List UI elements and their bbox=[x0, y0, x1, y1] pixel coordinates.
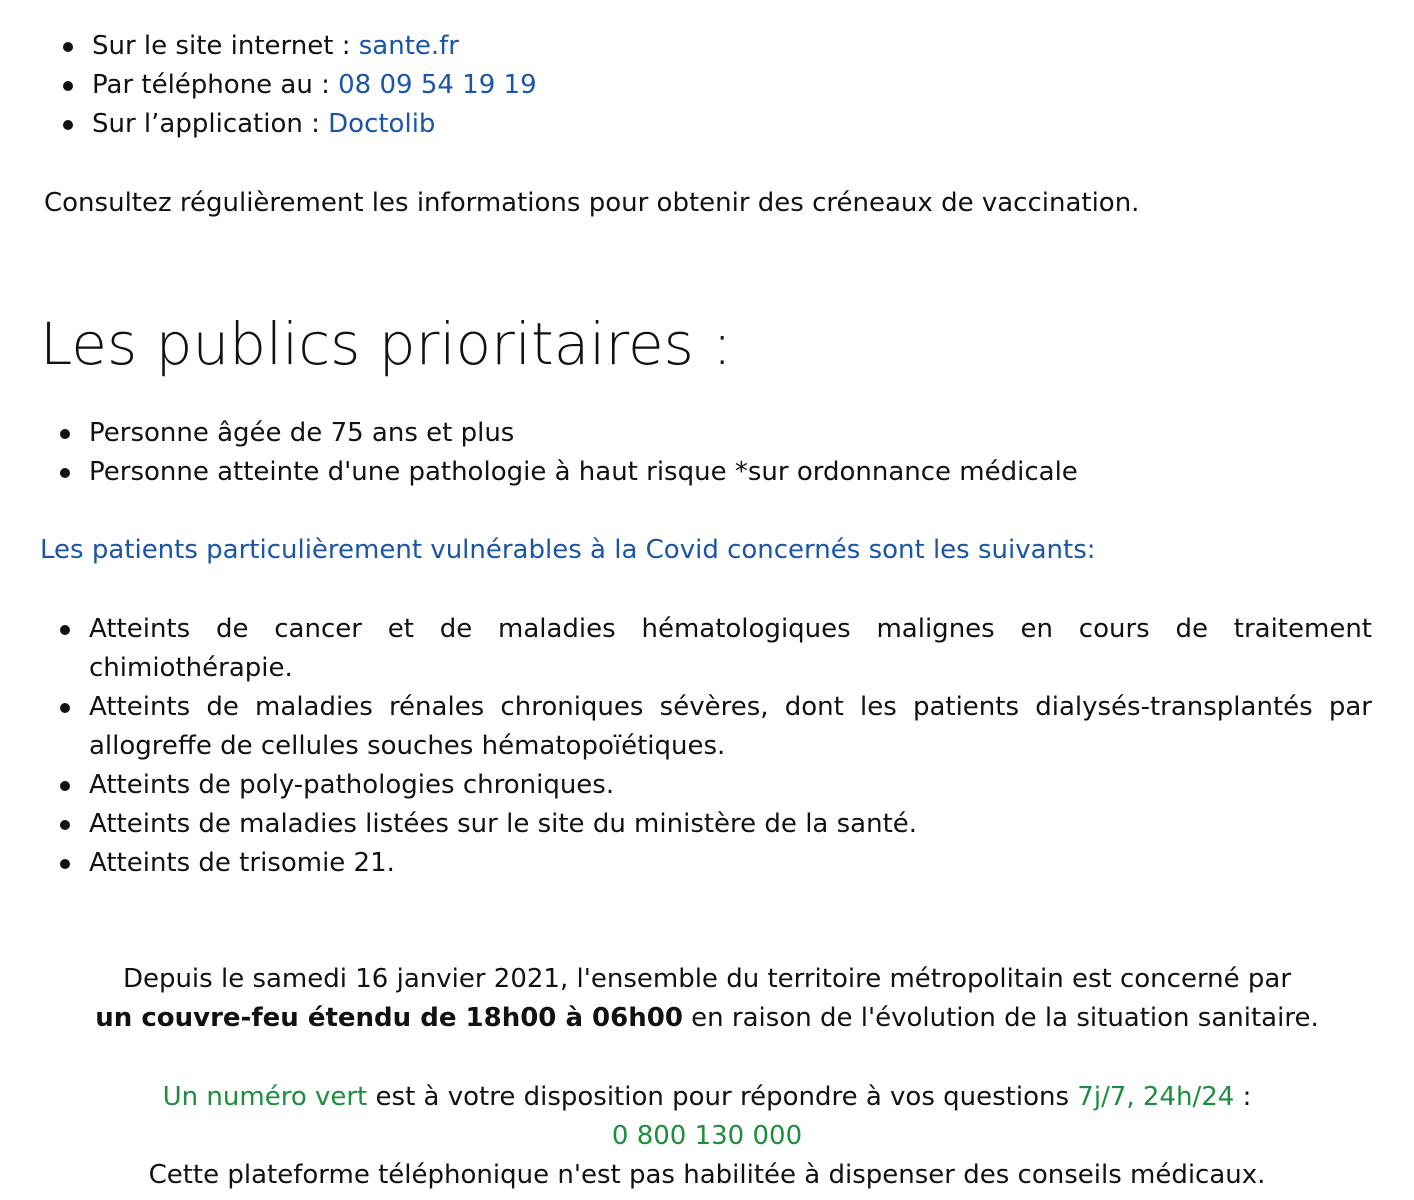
doctolib-link[interactable]: Doctolib bbox=[328, 109, 436, 139]
section-title: Les publics prioritaires : bbox=[40, 310, 732, 378]
hotline-notice bbox=[0, 1078, 1414, 1195]
curfew-notice bbox=[0, 960, 1414, 1038]
hotline-hours: 7j/7, 24h/24 bbox=[1077, 1082, 1235, 1112]
access-method-phone bbox=[45, 66, 1145, 105]
vulnerable-item: Atteints de trisomie 21. bbox=[42, 844, 1372, 883]
vulnerable-list bbox=[42, 610, 1372, 883]
hotline-colon: : bbox=[1234, 1082, 1252, 1112]
curfew-line1: Depuis le samedi 16 janvier 2021, l'ensemble du territoire métropolitain est concerné par bbox=[122, 964, 1292, 994]
access-method-label: Sur l’application : bbox=[92, 109, 329, 139]
priority-item: Personne âgée de 75 ans et plus bbox=[42, 414, 1372, 453]
curfew-bold: un couvre-feu étendu de 18h00 à 06h00 bbox=[95, 1003, 683, 1033]
vulnerable-item: Atteints de cancer et de maladies hématologiques malignes en cours de traitement chimiothérapie. bbox=[42, 610, 1372, 688]
vulnerable-intro: Les patients particulièrement vulnérables à la Covid concernés sont les suivants: bbox=[40, 535, 1096, 565]
priority-item: Personne atteinte d'une pathologie à haut risque *sur ordonnance médicale bbox=[42, 453, 1372, 492]
hotline-line1 bbox=[0, 1078, 1414, 1117]
access-method-label: Par téléphone au : bbox=[92, 70, 339, 100]
access-method-website bbox=[45, 27, 1145, 66]
curfew-rest: en raison de l'évolution de la situation sanitaire. bbox=[682, 1003, 1319, 1033]
priority-list bbox=[42, 414, 1372, 492]
vulnerable-item: Atteints de maladies listées sur le site du ministère de la santé. bbox=[42, 805, 1372, 844]
hotline-green-label: Un numéro vert bbox=[162, 1082, 368, 1112]
access-methods-list bbox=[45, 27, 1145, 144]
hotline-disclaimer: Cette plateforme téléphonique n'est pas habilitée à dispenser des conseils médicaux. bbox=[148, 1160, 1266, 1190]
website-link[interactable]: sante.fr bbox=[358, 31, 459, 61]
hotline-middle: est à votre disposition pour répondre à vos questions bbox=[367, 1082, 1078, 1112]
vulnerable-item: Atteints de maladies rénales chroniques sévères, dont les patients dialysés-transplantés par allogreffe de cellules souches hématopoïétiques. bbox=[42, 688, 1372, 766]
phone-link[interactable]: 08 09 54 19 19 bbox=[338, 70, 537, 100]
hotline-number[interactable]: 0 800 130 000 bbox=[611, 1121, 803, 1151]
consult-text: Consultez régulièrement les informations pour obtenir des créneaux de vaccination. bbox=[44, 188, 1140, 218]
access-method-app bbox=[45, 105, 1145, 144]
vulnerable-item: Atteints de poly-pathologies chroniques. bbox=[42, 766, 1372, 805]
access-method-label: Sur le site internet : bbox=[92, 31, 359, 61]
